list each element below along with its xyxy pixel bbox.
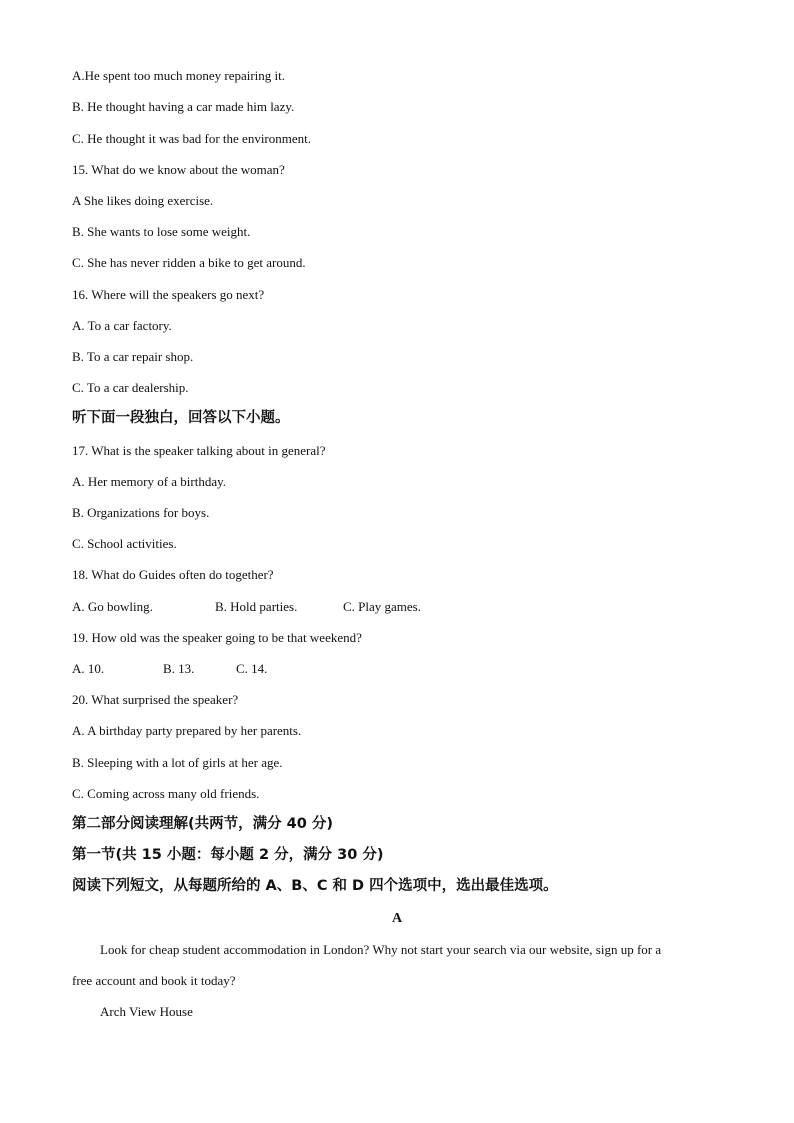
q14-option-c: C. He thought it was bad for the environment. xyxy=(72,131,312,146)
q15-option-a: A She likes doing exercise. xyxy=(72,193,214,208)
reading-instructions: 阅读下列短文，从每题所给的 A、B、C 和 D 四个选项中，选出最佳选项。 xyxy=(72,878,558,894)
part2-title: 第二部分阅读理解(共两节，满分 40 分) xyxy=(72,816,334,832)
q18-option-a: A. Go bowling. xyxy=(72,599,153,614)
passage-line-2: free account and book it today? xyxy=(72,973,236,988)
q15-option-b: B. She wants to lose some weight. xyxy=(72,224,251,239)
q18-question: 18. What do Guides often do together? xyxy=(72,567,274,582)
passage-label: A xyxy=(391,911,403,926)
passage-line-1: Look for cheap student accommodation in London? Why not start your search via our website, sign up for a xyxy=(100,942,662,957)
q20-option-c: C. Coming across many old friends. xyxy=(72,786,260,801)
q20-question: 20. What surprised the speaker? xyxy=(72,692,239,707)
section-monologue-heading: 听下面一段独白，回答以下小题。 xyxy=(72,410,290,426)
q20-option-b: B. Sleeping with a lot of girls at her age. xyxy=(72,755,283,770)
q16-option-b: B. To a car repair shop. xyxy=(72,349,194,364)
q20-option-a: A. A birthday party prepared by her parents. xyxy=(72,723,302,738)
q19-question: 19. How old was the speaker going to be that weekend? xyxy=(72,630,362,645)
section1-title: 第一节(共 15 小题：每小题 2 分，满分 30 分) xyxy=(72,847,384,863)
q17-question: 17. What is the speaker talking about in general? xyxy=(72,443,326,458)
q17-option-b: B. Organizations for boys. xyxy=(72,505,210,520)
q14-option-a: A.He spent too much money repairing it. xyxy=(72,68,286,83)
q18-option-b: B. Hold parties. xyxy=(215,599,298,614)
q15-question: 15. What do we know about the woman? xyxy=(72,162,285,177)
q17-option-c: C. School activities. xyxy=(72,536,177,551)
q19-option-b: B. 13. xyxy=(163,661,195,676)
q16-question: 16. Where will the speakers go next? xyxy=(72,287,265,302)
q16-option-c: C. To a car dealership. xyxy=(72,380,189,395)
q18-option-c: C. Play games. xyxy=(343,599,421,614)
q15-option-c: C. She has never ridden a bike to get around. xyxy=(72,255,306,270)
q19-option-c: C. 14. xyxy=(236,661,268,676)
q19-option-a: A. 10. xyxy=(72,661,105,676)
q14-option-b: B. He thought having a car made him lazy. xyxy=(72,99,295,114)
q16-option-a: A. To a car factory. xyxy=(72,318,172,333)
q18-options xyxy=(72,599,722,615)
q19-options xyxy=(72,661,722,677)
q17-option-a: A. Her memory of a birthday. xyxy=(72,474,227,489)
passage-heading: Arch View House xyxy=(100,1004,193,1019)
